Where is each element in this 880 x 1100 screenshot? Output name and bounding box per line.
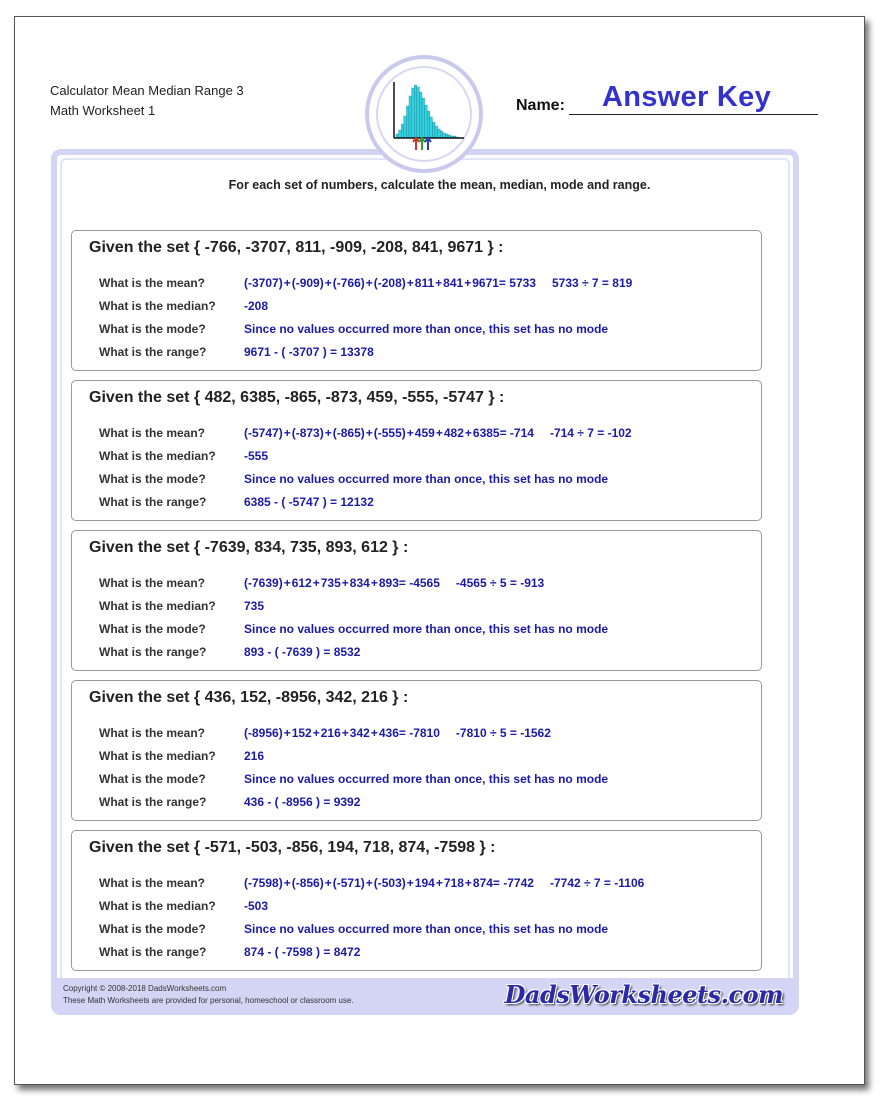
sum-term: 194 xyxy=(414,876,435,890)
sum-term: 342 xyxy=(349,726,370,740)
question-row-mean xyxy=(99,276,739,294)
sum-term: (-5747) xyxy=(244,426,283,440)
histogram-bar xyxy=(406,106,409,138)
name-field xyxy=(516,81,818,115)
sum-term: 436 xyxy=(378,726,399,740)
problem-title: Given the set { 436, 152, -8956, 342, 216 } : xyxy=(89,689,409,706)
answer-mean: (-8956)+152+216+342+436= -7810 -7810 ÷ 5 = -1562 xyxy=(244,726,551,740)
question-label-mode: What is the mode? xyxy=(99,472,206,486)
question-label-median: What is the median? xyxy=(99,899,216,913)
problem-box xyxy=(71,380,762,521)
sum-term: 874 xyxy=(472,876,493,890)
histogram-icon xyxy=(378,68,470,160)
sum-term: (-8956) xyxy=(244,726,283,740)
sum-term: (-856) xyxy=(291,876,324,890)
problem-title: Given the set { -766, -3707, 811, -909, -208, 841, 9671 } : xyxy=(89,239,504,256)
mean-division: -4565 ÷ 5 = -913 xyxy=(455,576,545,590)
answer-mean: (-7598)+(-856)+(-571)+(-503)+194+718+874= -7742 -7742 ÷ 7 = -1106 xyxy=(244,876,645,890)
logo-badge xyxy=(365,55,483,173)
question-label-range: What is the range? xyxy=(99,795,207,809)
median-term-highlight: 216 xyxy=(320,726,341,740)
answer-mode: Since no values occurred more than once, this set has no mode xyxy=(244,622,609,636)
histogram-bar xyxy=(440,131,443,138)
sum-term: (-3707) xyxy=(244,276,283,290)
answer-median: -208 xyxy=(244,299,269,313)
question-label-range: What is the range? xyxy=(99,645,207,659)
instructions: For each set of numbers, calculate the mean, median, mode and range. xyxy=(228,178,651,192)
sum-term: 718 xyxy=(443,876,464,890)
question-label-mean: What is the mean? xyxy=(99,726,206,740)
title-line-2: Math Worksheet 1 xyxy=(50,103,156,118)
question-label-mode: What is the mode? xyxy=(99,622,206,636)
sum-term: (-766) xyxy=(332,276,365,290)
answer-mean: (-3707)+(-909)+(-766)+(-208)+811+841+9671= 5733 5733 ÷ 7 = 819 xyxy=(244,276,633,290)
histogram-bar xyxy=(399,130,402,138)
histogram-bar xyxy=(412,88,415,138)
question-label-median: What is the median? xyxy=(99,449,216,463)
question-row-mean xyxy=(99,576,739,594)
sum-term: 482 xyxy=(443,426,464,440)
answer-mode: Since no values occurred more than once, this set has no mode xyxy=(244,922,609,936)
question-label-mean: What is the mean? xyxy=(99,276,206,290)
question-label-mode: What is the mode? xyxy=(99,772,206,786)
answer-range: 436 - ( -8956 ) = 9392 xyxy=(244,795,361,809)
answer-key-label: Answer Key xyxy=(602,81,772,113)
sum-term: 811 xyxy=(414,276,435,290)
title-line-1: Calculator Mean Median Range 3 xyxy=(50,83,244,98)
sum-term: 612 xyxy=(291,576,312,590)
question-label-mean: What is the mean? xyxy=(99,876,206,890)
sum-term: 893 xyxy=(378,576,399,590)
answer-median: 735 xyxy=(244,599,265,613)
histogram-bar xyxy=(438,129,441,138)
median-term-highlight: 735 xyxy=(320,576,341,590)
question-row-median xyxy=(99,899,739,917)
answer-mode: Since no values occurred more than once, this set has no mode xyxy=(244,322,609,336)
mean-division: 5733 ÷ 7 = 819 xyxy=(551,276,633,290)
problem-box xyxy=(71,830,762,971)
question-label-range: What is the range? xyxy=(99,945,207,959)
histogram-bar xyxy=(404,116,407,138)
question-row-mean xyxy=(99,726,739,744)
mean-division: -7810 ÷ 5 = -1562 xyxy=(455,726,551,740)
question-label-median: What is the median? xyxy=(99,599,216,613)
question-row-mode xyxy=(99,472,739,490)
sum-term: (-7598) xyxy=(244,876,283,890)
histogram-bar xyxy=(427,111,430,138)
problem-title: Given the set { -571, -503, -856, 194, 718, 874, -7598 } : xyxy=(89,839,496,856)
question-label-range: What is the range? xyxy=(99,495,207,509)
question-row-range xyxy=(99,795,739,813)
question-label-mean: What is the mean? xyxy=(99,426,206,440)
sum-term: 459 xyxy=(414,426,435,440)
copyright-line: Copyright © 2008-2018 DadsWorksheets.com xyxy=(63,984,227,993)
question-row-range xyxy=(99,495,739,513)
question-row-mean xyxy=(99,876,739,894)
question-row-mode xyxy=(99,922,739,940)
median-term-highlight: (-208) xyxy=(373,276,406,290)
question-label-mode: What is the mode? xyxy=(99,322,206,336)
problem-title: Given the set { -7639, 834, 735, 893, 612 } : xyxy=(89,539,409,556)
median-term-highlight: (-503) xyxy=(373,876,406,890)
question-label-median: What is the median? xyxy=(99,299,216,313)
name-label: Name: xyxy=(516,97,565,114)
problem-title: Given the set { 482, 6385, -865, -873, 459, -555, -5747 } : xyxy=(89,389,505,406)
histogram-bar xyxy=(430,117,433,138)
question-row-median xyxy=(99,449,739,467)
worksheet-title xyxy=(50,81,244,121)
question-row-range xyxy=(99,645,739,663)
mean-division: -714 ÷ 7 = -102 xyxy=(549,426,632,440)
problem-box xyxy=(71,530,762,671)
question-label-mode: What is the mode? xyxy=(99,922,206,936)
sum-result: = -7810 xyxy=(398,726,440,740)
sum-term: 834 xyxy=(349,576,370,590)
problem-box xyxy=(71,680,762,821)
answer-median: -555 xyxy=(244,449,269,463)
sum-term: 841 xyxy=(443,276,464,290)
histogram-bar xyxy=(419,92,422,138)
histogram-bar xyxy=(422,98,425,138)
sum-term: (-865) xyxy=(332,426,365,440)
answer-mean: (-5747)+(-873)+(-865)+(-555)+459+482+6385= -714 -714 ÷ 7 = -102 xyxy=(244,426,632,440)
question-row-mode xyxy=(99,622,739,640)
histogram-bar xyxy=(417,87,420,138)
question-row-range xyxy=(99,945,739,963)
copyright-text xyxy=(63,983,354,1007)
sum-result: = 5733 xyxy=(498,276,536,290)
sum-term: 152 xyxy=(291,726,312,740)
answer-range: 9671 - ( -3707 ) = 13378 xyxy=(244,345,374,359)
worksheet-page xyxy=(14,16,865,1085)
answer-mode: Since no values occurred more than once, this set has no mode xyxy=(244,472,609,486)
question-label-median: What is the median? xyxy=(99,749,216,763)
answer-median: 216 xyxy=(244,749,265,763)
question-label-mean: What is the mean? xyxy=(99,576,206,590)
question-row-median xyxy=(99,299,739,317)
histogram-bar xyxy=(401,124,404,138)
question-row-range xyxy=(99,345,739,363)
sum-result: = -7742 xyxy=(492,876,534,890)
question-row-mode xyxy=(99,322,739,340)
answer-range: 874 - ( -7598 ) = 8472 xyxy=(244,945,361,959)
answer-mode: Since no values occurred more than once, this set has no mode xyxy=(244,772,609,786)
question-row-median xyxy=(99,599,739,617)
histogram-bar xyxy=(435,126,438,138)
sum-term: 9671 xyxy=(472,276,499,290)
question-row-mean xyxy=(99,426,739,444)
sum-term: 6385 xyxy=(472,426,500,440)
footer xyxy=(51,978,799,1015)
histogram-bar xyxy=(425,105,428,138)
problem-box xyxy=(71,230,762,371)
median-term-highlight: (-555) xyxy=(373,426,406,440)
sum-term: (-571) xyxy=(332,876,365,890)
answer-median: -503 xyxy=(244,899,269,913)
sum-result: = -714 xyxy=(499,426,534,440)
question-row-mode xyxy=(99,772,739,790)
mean-division: -7742 ÷ 7 = -1106 xyxy=(549,876,645,890)
usage-notice: These Math Worksheets are provided for personal, homeschool or classroom use. xyxy=(63,996,354,1005)
answer-range: 893 - ( -7639 ) = 8532 xyxy=(244,645,361,659)
question-label-range: What is the range? xyxy=(99,345,207,359)
histogram-bar xyxy=(414,85,417,138)
sum-term: (-909) xyxy=(291,276,324,290)
sum-result: = -4565 xyxy=(398,576,440,590)
answer-mean: (-7639)+612+735+834+893= -4565 -4565 ÷ 5 = -913 xyxy=(244,576,545,590)
sum-term: (-7639) xyxy=(244,576,283,590)
dadsworksheets-logo[interactable]: DadsWorksheets.com xyxy=(504,980,783,1009)
sum-term: (-873) xyxy=(291,426,324,440)
histogram-bar xyxy=(409,96,412,138)
answer-range: 6385 - ( -5747 ) = 12132 xyxy=(244,495,374,509)
question-row-median xyxy=(99,749,739,767)
name-line xyxy=(569,114,818,115)
histogram-bar xyxy=(432,122,435,138)
